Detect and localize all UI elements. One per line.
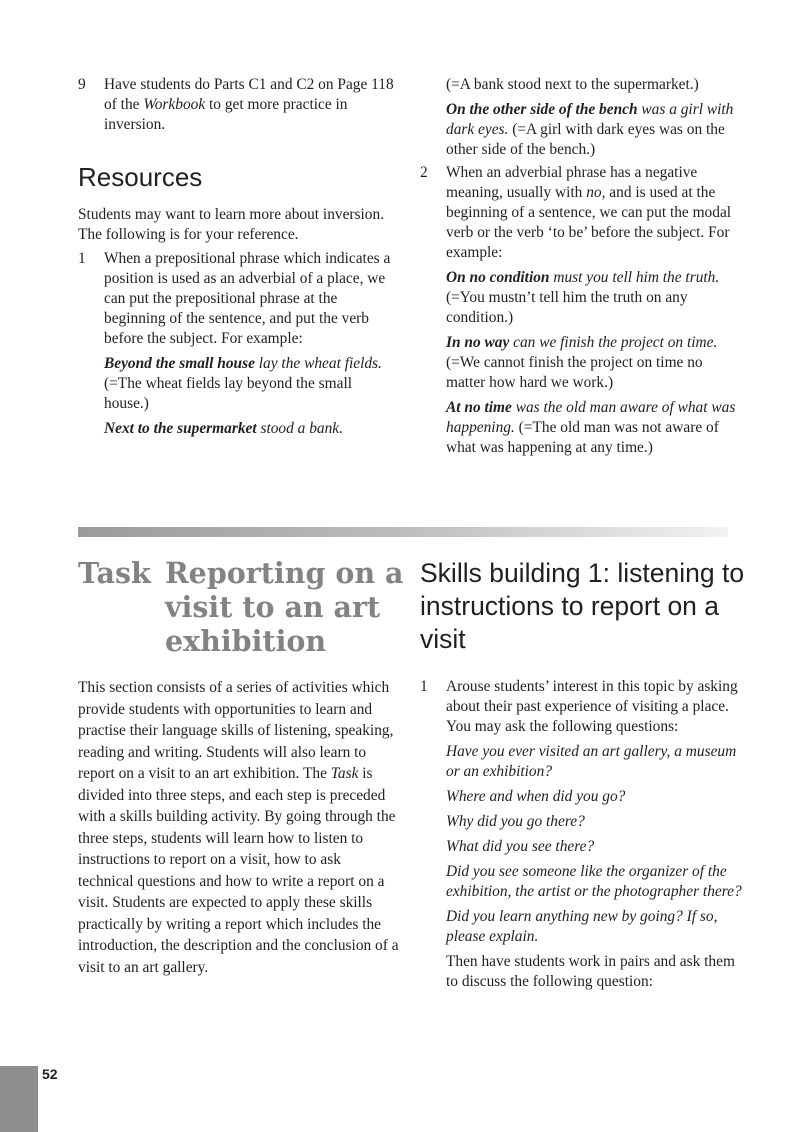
task-title: Reporting on a visit to an art exhibition — [165, 556, 404, 658]
section-divider — [78, 527, 728, 537]
closing-instruction: Then have students work in pairs and ask them to discuss the following question: — [446, 953, 735, 990]
list-item-1 — [420, 677, 742, 992]
resources-intro: Students may want to learn more about inversion. The following is for your reference. — [78, 206, 385, 243]
task-paragraph: This section consists of a series of activities which provide students with opportunities to learn and practise their language skills of listening, speaking, reading and writing. Students will also learn to report on a visit to an art exhibition. The Task is divided into three steps, and each step is preceded with a skills building activity. By going through the three steps, students will learn how to listen to instructions to report on a visit, how to ask technical questions and how to write a report on a visit. Students are expected to apply these skills practically by writing a report which includes the introduction, the description and the conclusion of a visit to an art gallery. — [78, 679, 399, 976]
list-item-2 — [420, 163, 742, 458]
page-number-tab — [0, 1066, 38, 1132]
question: Why did you go there? — [446, 813, 585, 830]
example: Next to the supermarket stood a bank. — [104, 420, 343, 437]
skills-building-title: Skills building 1: listening to instructions to report on a visit — [420, 558, 745, 654]
example: At no time was the old man aware of what was happening. (=The old man was not aware of what was happening at any time.) — [446, 399, 736, 456]
example: On the other side of the bench was a girl with dark eyes. (=A girl with dark eyes was on the other side of the bench.) — [446, 101, 734, 158]
example-continued: (=A bank stood next to the supermarket.) — [446, 76, 699, 93]
example: Beyond the small house lay the wheat fields. (=The wheat fields lay beyond the small house.) — [104, 355, 382, 412]
question: Did you learn anything new by going? If so, please explain. — [446, 908, 718, 945]
list-item-9 — [78, 75, 400, 135]
question: Did you see someone like the organizer of the exhibition, the artist or the photographer there? — [446, 863, 742, 900]
example: In no way can we finish the project on time. (=We cannot finish the project on time no matter how hard we work.) — [446, 334, 718, 391]
question: What did you see there? — [446, 838, 595, 855]
item-text: Have students do Parts C1 and C2 on Page 118 of the Workbook to get more practice in inversion. — [104, 76, 394, 133]
question: Have you ever visited an art gallery, a museum or an exhibition? — [446, 743, 737, 780]
page-number: 52 — [42, 1066, 58, 1082]
left-top-column — [78, 75, 400, 439]
item-number: 1 — [420, 678, 428, 695]
list-item-1 — [78, 249, 400, 439]
question: Where and when did you go? — [446, 788, 626, 805]
item-number: 9 — [78, 76, 86, 93]
item-text: When a prepositional phrase which indicates a position is used as an adverbial of a place, we can put the prepositional phrase at the beginning of the sentence, and put the verb before the subject. For example: — [104, 250, 391, 347]
item-number: 1 — [78, 250, 86, 267]
example: On no condition must you tell him the truth. (=You mustn’t tell him the truth on any condition.) — [446, 269, 720, 326]
task-label: Task — [78, 556, 151, 590]
right-top-column — [420, 75, 742, 458]
task-description — [78, 677, 400, 978]
resources-heading: Resources — [78, 162, 203, 192]
item-text: When an adverbial phrase has a negative meaning, usually with no, and is used at the beginning of a sentence, we can put the modal verb or the verb ‘to be’ before the subject. For example: — [446, 164, 732, 261]
item-number: 2 — [420, 164, 428, 181]
skills-content — [420, 677, 742, 992]
item-text: Arouse students’ interest in this topic by asking about their past experience of visiting a place. You may ask the following questions: — [446, 678, 738, 735]
